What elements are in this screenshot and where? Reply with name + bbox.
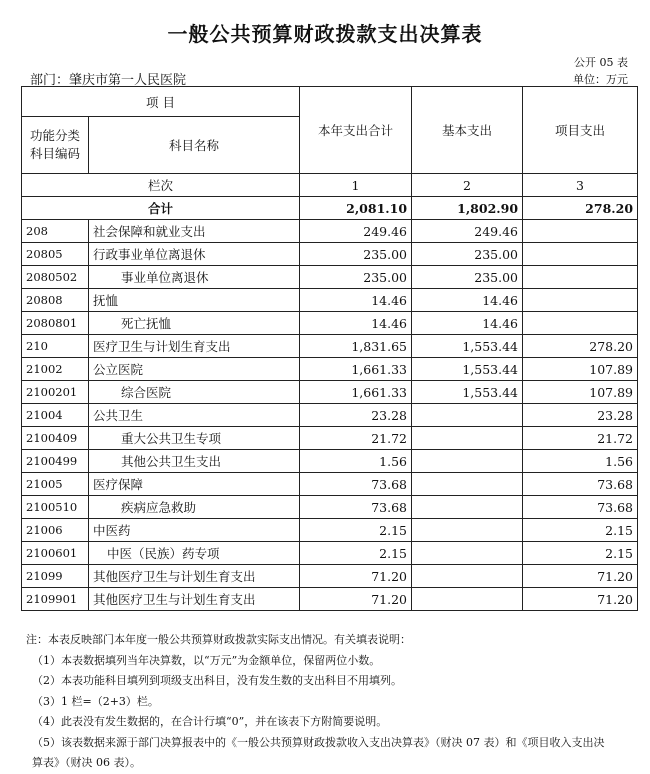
- row-basic: 235.00: [412, 243, 523, 266]
- row-total: 1.56: [300, 450, 412, 473]
- table-row: [22, 312, 638, 335]
- report-title: 一般公共预算财政拨款支出决算表: [167, 22, 483, 46]
- table-row: [22, 588, 638, 611]
- header-col1: 1: [300, 174, 412, 197]
- row-name: 其他医疗卫生与计划生育支出: [89, 565, 300, 588]
- row-basic: 1,553.44: [412, 335, 523, 358]
- table-row: [22, 404, 638, 427]
- header-name: 科目名称: [89, 117, 300, 174]
- row-name: 医疗卫生与计划生育支出: [89, 335, 300, 358]
- row-name: 其他公共卫生支出: [89, 450, 300, 473]
- sum-label: 合计: [22, 197, 300, 220]
- row-total: 71.20: [300, 588, 412, 611]
- row-code: 2080801: [22, 312, 89, 335]
- row-project: 23.28: [523, 404, 638, 427]
- header-total: 本年支出合计: [300, 87, 412, 174]
- sum-total: 2,081.10: [300, 197, 412, 220]
- row-name: 公立医院: [89, 358, 300, 381]
- row-code: 21006: [22, 519, 89, 542]
- table-row: [22, 220, 638, 243]
- table-row: [22, 565, 638, 588]
- row-name: 事业单位离退休: [89, 266, 300, 289]
- row-name: 疾病应急救助: [89, 496, 300, 519]
- header-column-row: 栏次: [22, 174, 300, 197]
- department-label: 部门：肇庆市第一人民医院: [30, 73, 187, 88]
- table-row: [22, 289, 638, 312]
- note-line: （3）1 栏=（2+3）栏。: [32, 694, 159, 708]
- row-project: 2.15: [523, 542, 638, 565]
- row-name: 重大公共卫生专项: [89, 427, 300, 450]
- row-total: 21.72: [300, 427, 412, 450]
- table-row: [22, 427, 638, 450]
- row-code: 2109901: [22, 588, 89, 611]
- expenditure-table: [21, 86, 638, 611]
- row-project: 107.89: [523, 381, 638, 404]
- row-total: 2.15: [300, 542, 412, 565]
- table-row: [22, 335, 638, 358]
- row-code: 21005: [22, 473, 89, 496]
- row-total: 73.68: [300, 496, 412, 519]
- row-code: 2080502: [22, 266, 89, 289]
- row-project: 2.15: [523, 519, 638, 542]
- row-project: 1.56: [523, 450, 638, 473]
- table-row: [22, 542, 638, 565]
- row-name: 抚恤: [89, 289, 300, 312]
- row-total: 235.00: [300, 243, 412, 266]
- row-basic: [412, 427, 523, 450]
- form-code: 公开 05 表: [574, 56, 628, 69]
- note-line: （5）该表数据来源于部门决算报表中的《一般公共预算财政拨款收入支出决算表》（财决 07 表）和《项目收入支出决: [32, 735, 605, 749]
- row-basic: [412, 496, 523, 519]
- row-basic: 14.46: [412, 289, 523, 312]
- table-row: [22, 450, 638, 473]
- row-total: 249.46: [300, 220, 412, 243]
- row-total: 14.46: [300, 312, 412, 335]
- header-code: 功能分类 科目编码: [22, 117, 89, 174]
- row-total: 23.28: [300, 404, 412, 427]
- row-project: 73.68: [523, 473, 638, 496]
- row-name: 公共卫生: [89, 404, 300, 427]
- header-basic: 基本支出: [412, 87, 523, 174]
- row-code: 20805: [22, 243, 89, 266]
- row-code: 2100601: [22, 542, 89, 565]
- table-row: [22, 519, 638, 542]
- row-project: [523, 312, 638, 335]
- note-line: 注：本表反映部门本年度一般公共预算财政拨款实际支出情况。有关填表说明：: [26, 633, 411, 646]
- row-name: 医疗保障: [89, 473, 300, 496]
- row-project: [523, 243, 638, 266]
- note-line: （2）本表功能科目填列到项级支出科目，没有发生数的支出科目不用填列。: [32, 674, 402, 687]
- row-project: [523, 220, 638, 243]
- row-name: 行政事业单位离退休: [89, 243, 300, 266]
- row-basic: [412, 519, 523, 542]
- table-row: [22, 496, 638, 519]
- row-name: 中医（民族）药专项: [89, 542, 300, 565]
- row-code: 2100499: [22, 450, 89, 473]
- sum-row: [22, 197, 638, 220]
- row-name: 死亡抚恤: [89, 312, 300, 335]
- row-project: [523, 289, 638, 312]
- table-row: [22, 358, 638, 381]
- row-code: 2100510: [22, 496, 89, 519]
- row-basic: 235.00: [412, 266, 523, 289]
- row-total: 1,831.65: [300, 335, 412, 358]
- row-project: 278.20: [523, 335, 638, 358]
- row-project: 71.20: [523, 565, 638, 588]
- row-total: 73.68: [300, 473, 412, 496]
- row-project: 73.68: [523, 496, 638, 519]
- row-basic: 249.46: [412, 220, 523, 243]
- row-code: 2100409: [22, 427, 89, 450]
- row-total: 71.20: [300, 565, 412, 588]
- row-code: 21004: [22, 404, 89, 427]
- row-basic: 14.46: [412, 312, 523, 335]
- table-row: [22, 473, 638, 496]
- notes-section: [26, 630, 636, 774]
- row-code: 21099: [22, 565, 89, 588]
- row-basic: [412, 473, 523, 496]
- row-total: 14.46: [300, 289, 412, 312]
- row-name: 综合医院: [89, 381, 300, 404]
- row-code: 210: [22, 335, 89, 358]
- row-total: 2.15: [300, 519, 412, 542]
- note-line: （1）本表数据填列当年决算数，以“万元”为金额单位，保留两位小数。: [32, 653, 381, 667]
- row-project: [523, 266, 638, 289]
- row-basic: [412, 565, 523, 588]
- row-name: 中医药: [89, 519, 300, 542]
- row-basic: [412, 450, 523, 473]
- row-name: 其他医疗卫生与计划生育支出: [89, 588, 300, 611]
- row-code: 208: [22, 220, 89, 243]
- header-project: 项目支出: [523, 87, 638, 174]
- row-project: 107.89: [523, 358, 638, 381]
- note-line: 算表》（财决 06 表）。: [32, 756, 141, 769]
- row-basic: [412, 542, 523, 565]
- table-row: [22, 266, 638, 289]
- row-total: 1,661.33: [300, 358, 412, 381]
- row-project: 21.72: [523, 427, 638, 450]
- row-basic: 1,553.44: [412, 381, 523, 404]
- note-line: （4）此表没有发生数据的，在合计行填“0”，并在该表下方附简要说明。: [32, 715, 388, 728]
- row-name: 社会保障和就业支出: [89, 220, 300, 243]
- table-row: [22, 243, 638, 266]
- row-basic: [412, 404, 523, 427]
- row-total: 1,661.33: [300, 381, 412, 404]
- header-item: 项 目: [22, 87, 300, 117]
- row-project: 71.20: [523, 588, 638, 611]
- sum-project: 278.20: [523, 197, 638, 220]
- row-basic: 1,553.44: [412, 358, 523, 381]
- unit-label: 单位：万元: [573, 73, 628, 86]
- sum-basic: 1,802.90: [412, 197, 523, 220]
- row-total: 235.00: [300, 266, 412, 289]
- row-code: 21002: [22, 358, 89, 381]
- row-basic: [412, 588, 523, 611]
- row-code: 20808: [22, 289, 89, 312]
- header-col2: 2: [412, 174, 523, 197]
- table-row: [22, 381, 638, 404]
- header-col3: 3: [523, 174, 638, 197]
- row-code: 2100201: [22, 381, 89, 404]
